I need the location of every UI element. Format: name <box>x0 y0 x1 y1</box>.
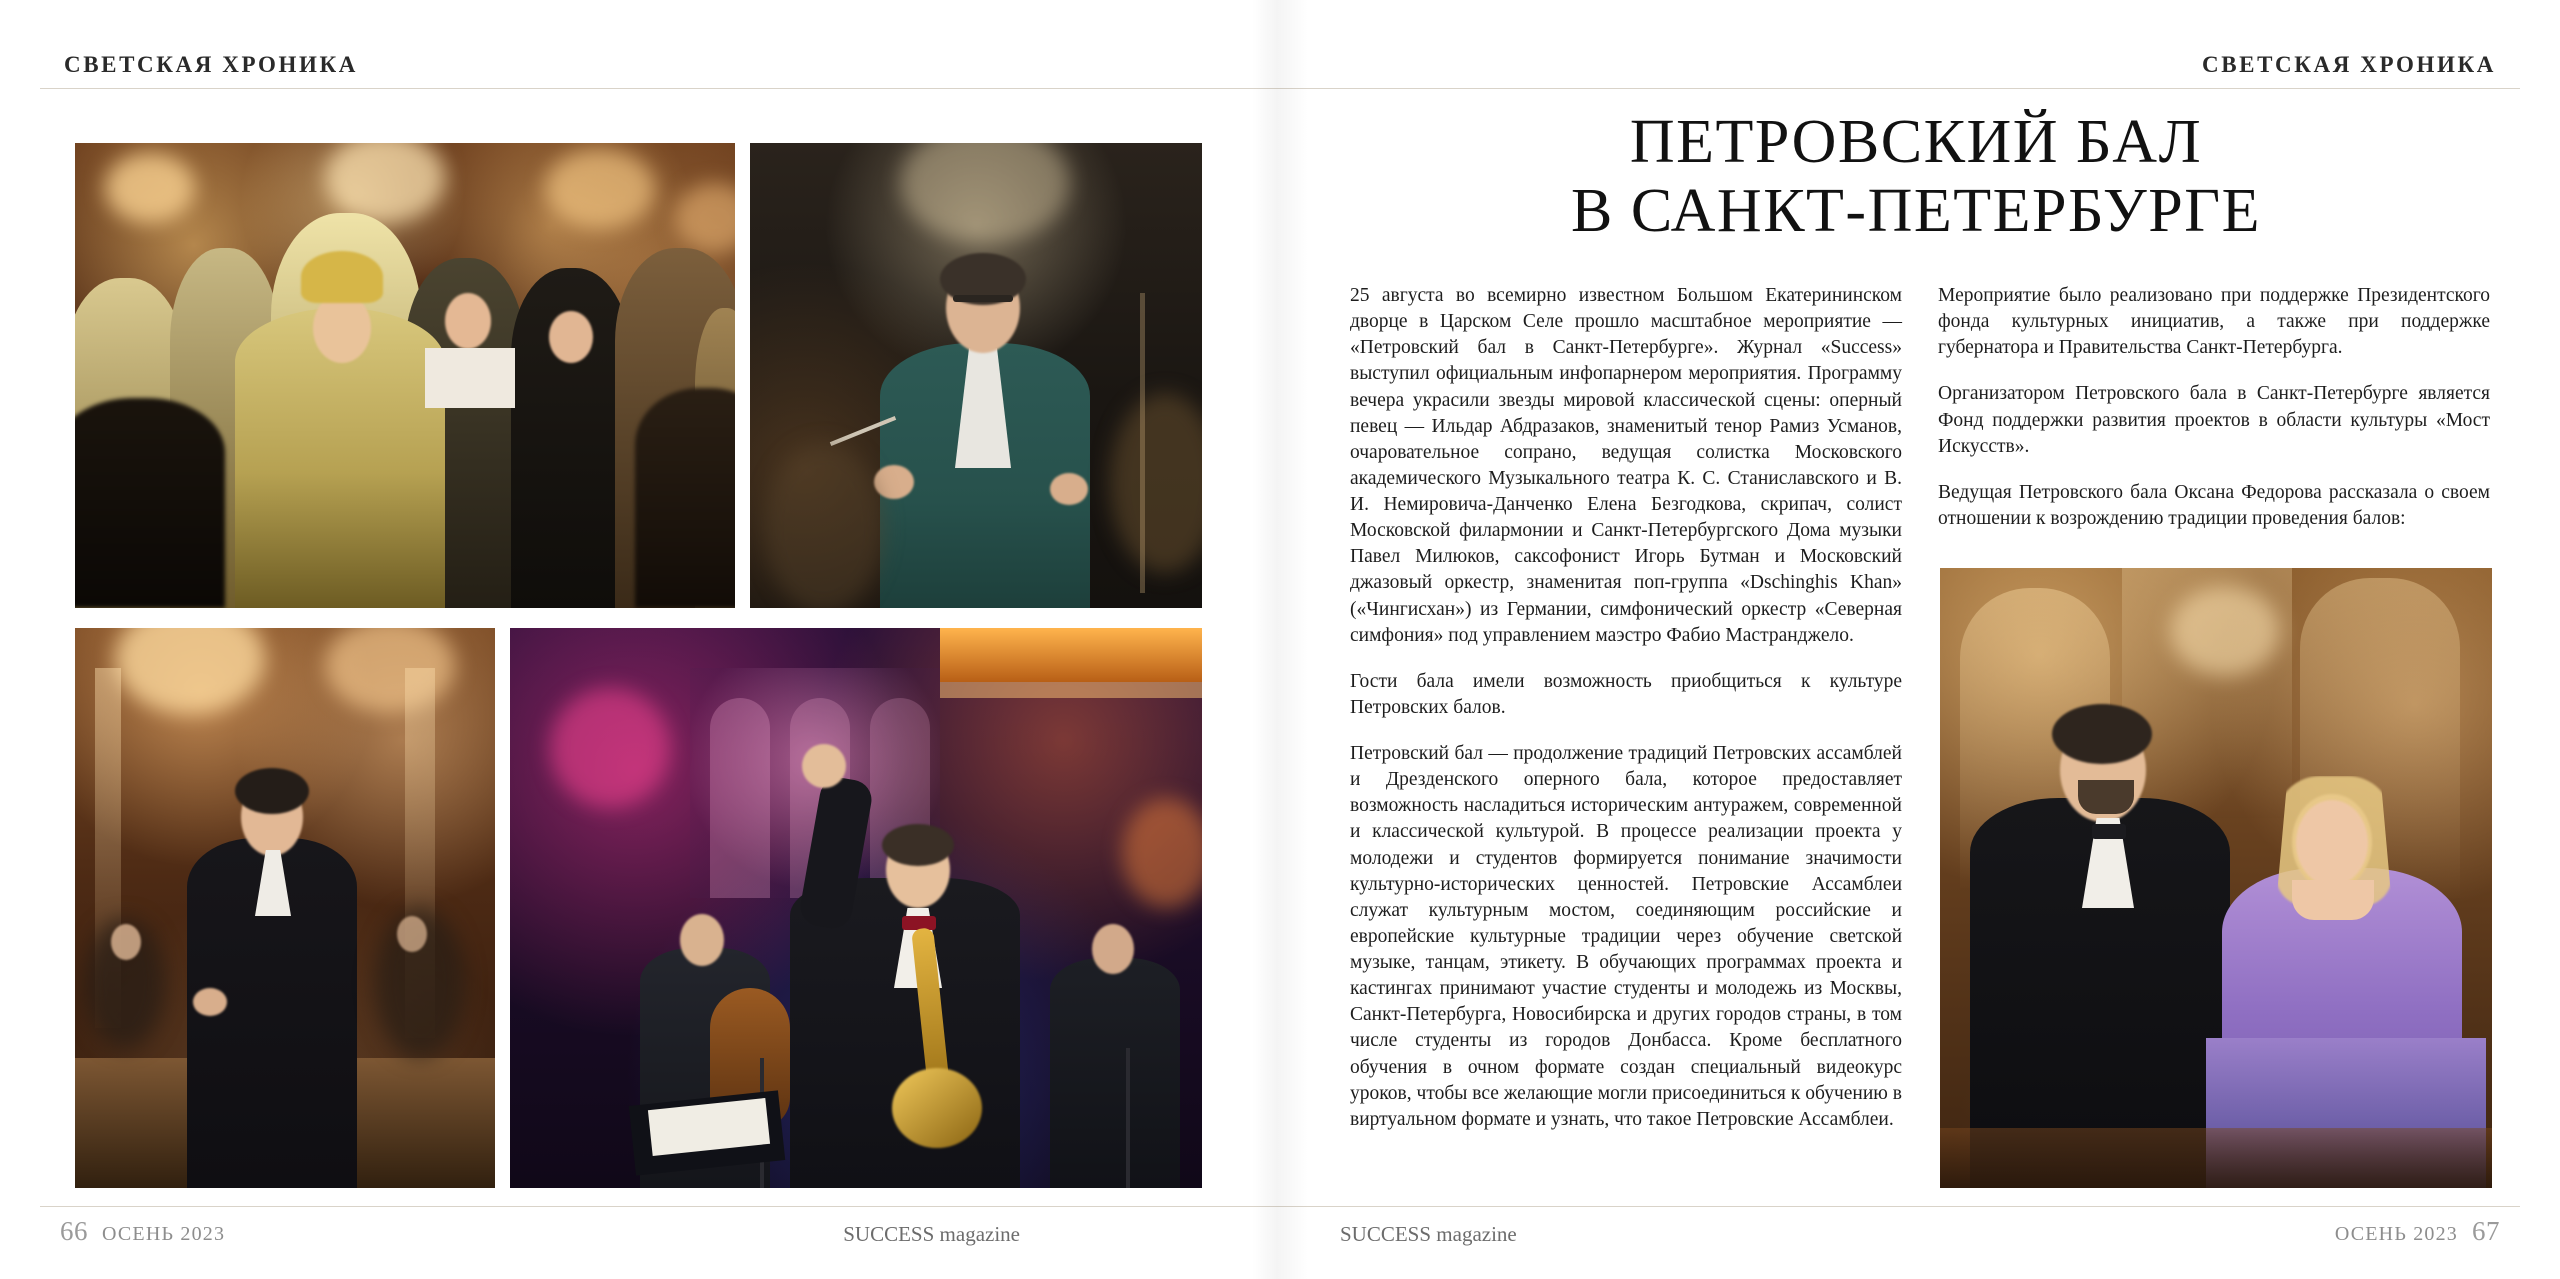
bottom-rule-left <box>40 1206 1280 1207</box>
right-page <box>1280 0 2560 1279</box>
paragraph: Организатором Петровского бала в Санкт-Петербурге является Фонд поддержки развития проектов в области культуры «Мост Искусств». <box>1938 383 2490 457</box>
magazine-name-right: SUCCESS magazine <box>1340 1222 1517 1246</box>
page-title <box>1350 108 2482 247</box>
headline-line-1: ПЕТРОВСКИЙ БАЛ <box>1629 108 2203 176</box>
paragraph: 25 августа во всемирно известном Большом Екатерининском дворце в Царском Селе прошло масштабное мероприятие — «Петровский бал в Санкт-Петербурге». Журнал «Success» выступил официальным инфопарнером мероприятия. Программу вечера украсили звезды мировой классической сцены: оперный певец — Ильдар Абдразаков, знаменитый тенор Рамиз Усманов, очаровательное сопрано, ведущая солистка Московского академического Музыкального театра К. С. Станиславского и В. И. Немировича-Данченко Елена Безгодкова, скрипач, солист Московской филармонии и Санкт-Петербургского Дома музыки Павел Милюков, саксофонист Игорь Бутман и Московский джазовый оркестр, знаменитая поп-группа «Dschinghis Khan» («Чингисхан») из Германии, симфонический оркестр «Северная симфония» под управлением маэстро Фабио Мастранджело. <box>1350 285 1902 646</box>
bottom-rule-right <box>1280 1206 2520 1207</box>
photo-couple-portrait <box>1940 568 2492 1188</box>
running-head-left: СВЕТСКАЯ ХРОНИКА <box>64 52 358 77</box>
page-number-right: 67 <box>2472 1216 2500 1246</box>
photo-saxophonist-stage <box>510 628 1202 1188</box>
magazine-name-left: SUCCESS magazine <box>843 1222 1020 1246</box>
headline-line-2: В САНКТ-ПЕТЕРБУРГЕ <box>1571 177 2261 246</box>
top-rule-left <box>40 88 1280 89</box>
photo-ballroom-dancers-costumes <box>75 143 735 608</box>
paragraph: Гости бала имели возможность приобщиться к культуре Петровских балов. <box>1350 670 1902 718</box>
footer-right <box>2335 1216 2500 1247</box>
photo-ballroom-guest-speaker <box>75 628 495 1188</box>
paragraph: Ведущая Петровского бала Оксана Федорова рассказала о своем отношении к возрождению традиции проведения балов: <box>1938 481 2490 529</box>
paragraph: Мероприятие было реализовано при поддержке Президентского фонда культурных инициатив, а также при поддержке губернатора и Правительства Санкт-Петербурга. <box>1938 285 2490 359</box>
photo-conductor-maestro <box>750 143 1202 608</box>
paragraph: Петровский бал — продолжение традиций Петровских ассамблей и Дрезденского оперного бала, которое предоставляет возможность насладиться историческим антуражем, современной и классической культурой. В процессе реализации проекта у молодежи и студентов формируется понимание значимости культурно-исторических ценностей. Петровские Ассамблеи служат культурным мостом, соединяющим российские и европейские культурные традиции через обучение светской музыке, танцам, этикету. В обучающих программах проекта и кастингах принимают участие студенты и молодежь из Москвы, Санкт-Петербурга, Новосибирска и других городов страны, в том числе студенты из городов Донбасса. Кроме бесплатного обучения в очном формате создан специальный видеокурс уроков, чтобы все желающие могли присоединиться к обучению в виртуальном формате и узнать, что такое Петровские Ассамблеи. <box>1350 743 1902 1130</box>
article-column-1 <box>1350 283 1902 1133</box>
issue-label-left: ОСЕНЬ 2023 <box>102 1223 226 1245</box>
top-rule-right <box>1280 88 2520 89</box>
page-number-left: 66 <box>60 1216 88 1246</box>
footer-left <box>60 1216 225 1247</box>
issue-label-right: ОСЕНЬ 2023 <box>2334 1223 2458 1245</box>
running-head-right: СВЕТСКАЯ ХРОНИКА <box>2202 52 2496 77</box>
